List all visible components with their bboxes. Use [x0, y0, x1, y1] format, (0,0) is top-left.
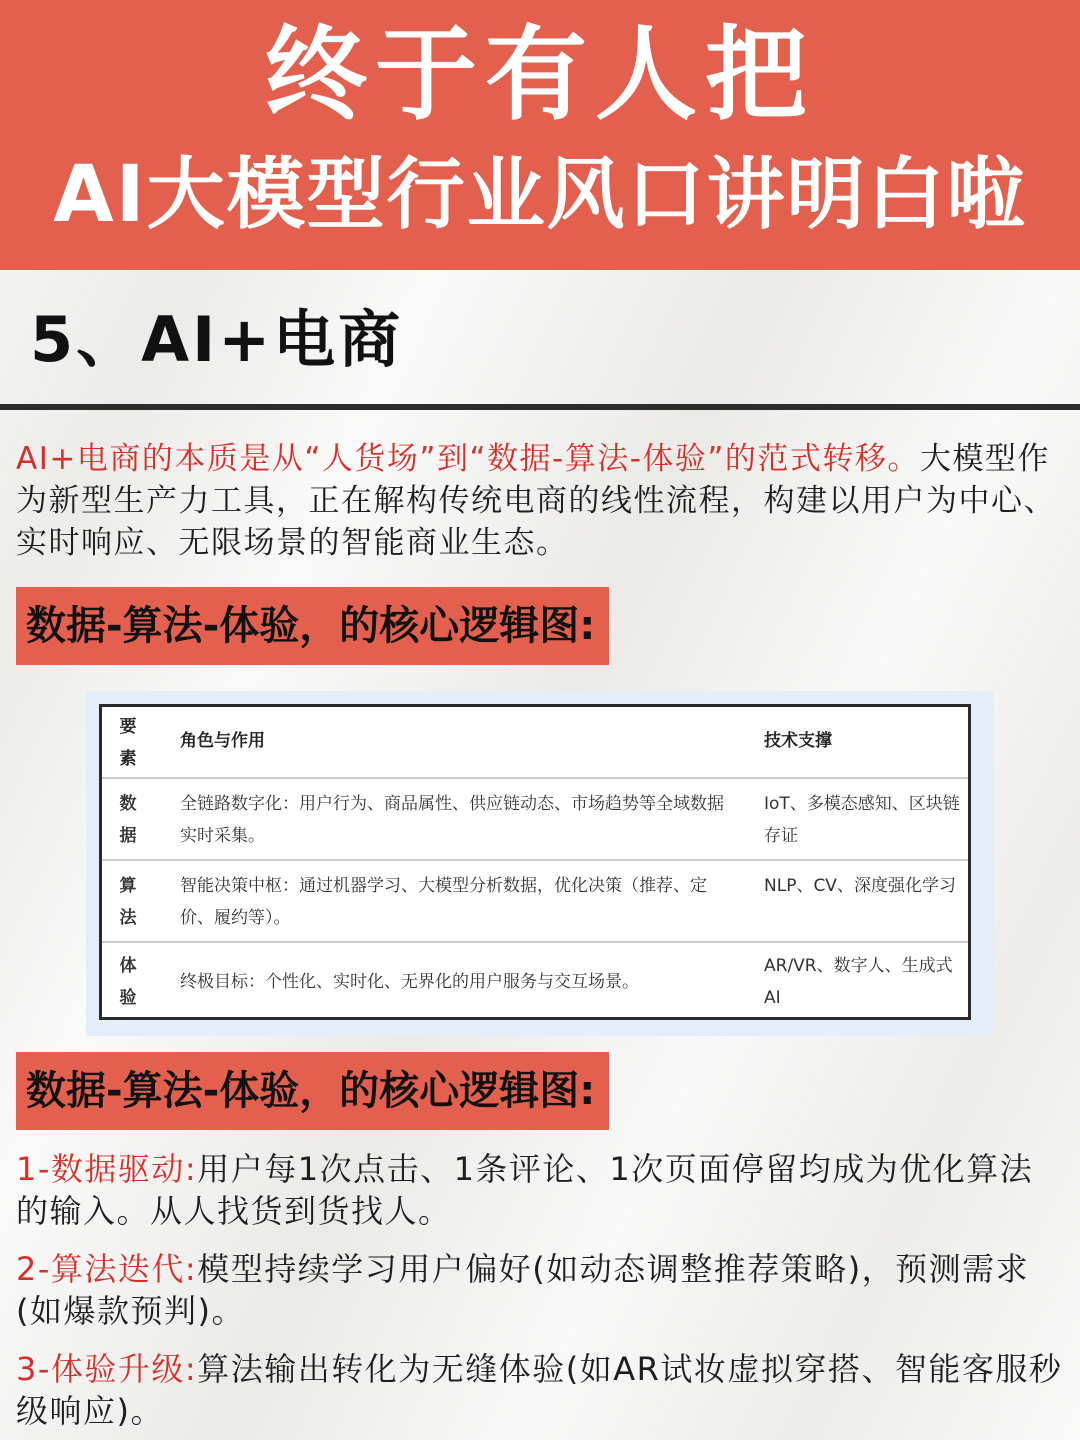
table-header-row: [102, 707, 968, 779]
row-element: 算法: [119, 876, 137, 928]
point-label: 1-数据驱动:: [16, 1150, 198, 1188]
title-banner: [0, 0, 1080, 270]
point-label: 3-体验升级:: [16, 1350, 198, 1388]
row-role: 全链路数字化：用户行为、商品属性、供应链动态、市场趋势等全域数据实时采集。: [180, 794, 724, 846]
title-line-1: 终于有人把: [265, 16, 815, 135]
table-row: [102, 779, 968, 861]
row-element: 体验: [119, 956, 137, 1008]
point-item: [16, 1148, 1066, 1232]
row-role: 智能决策中枢：通过机器学习、大模型分析数据，优化决策（推荐、定价、履约等）。: [180, 876, 707, 928]
row-tech: IoT、多模态感知、区块链存证: [764, 794, 960, 846]
row-tech: AR/VR、数字人、生成式AI: [764, 956, 953, 1008]
point-text: 模型持续学习用户偏好(如动态调整推荐策略)，预测需求(如爆款预判)。: [16, 1250, 1030, 1330]
intro-highlight: AI+电商的本质是从“人货场”到“数据-算法-体验”的范式转移。: [16, 441, 920, 477]
intro-paragraph: [16, 438, 1066, 564]
section-divider: [0, 404, 1080, 410]
header-tech: 技术支撑: [764, 731, 832, 751]
point-item: [16, 1248, 1066, 1332]
point-item: [16, 1348, 1066, 1432]
table-screenshot: [86, 691, 994, 1036]
logic-label-2: 数据-算法-体验，的核心逻辑图:: [16, 1052, 609, 1130]
row-tech: NLP、CV、深度强化学习: [764, 876, 956, 896]
point-text: 算法输出转化为无缝体验(如AR试妆虚拟穿搭、智能客服秒级响应)。: [16, 1350, 1063, 1430]
section-title: 5、AI+电商: [30, 303, 404, 376]
header-element: 要素: [119, 717, 137, 769]
title-line-2: AI大模型行业风口讲明白啦: [53, 150, 1027, 240]
header-role: 角色与作用: [180, 731, 265, 751]
logic-points: [16, 1148, 1066, 1440]
point-label: 2-算法迭代:: [16, 1250, 198, 1288]
point-text: 用户每1次点击、1条评论、1次页面停留均成为优化算法的输入。从人找货到货找人。: [16, 1150, 1034, 1230]
intro-text: 大模型作为新型生产力工具，正在解构传统电商的线性流程，构建以用户为中心、实时响应、无限场景的智能商业生态。: [16, 441, 1056, 561]
logic-label-1: 数据-算法-体验，的核心逻辑图:: [16, 587, 609, 665]
row-element: 数据: [119, 794, 137, 846]
table-row: [102, 861, 968, 943]
logic-table: [99, 704, 971, 1020]
row-role: 终极目标：个性化、实时化、无界化的用户服务与交互场景。: [180, 972, 639, 992]
table-row: [102, 943, 968, 1017]
